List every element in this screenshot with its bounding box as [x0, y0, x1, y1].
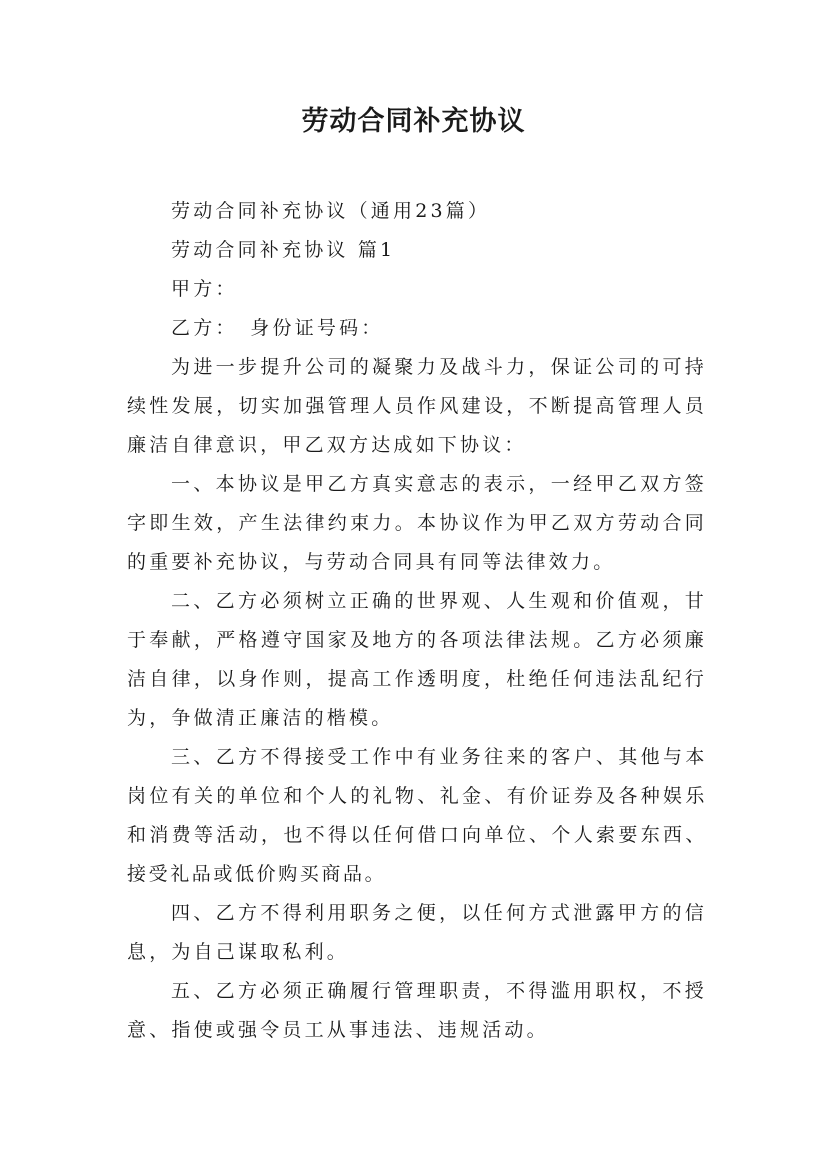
paragraph-clause-1: 一、本协议是甲乙方真实意志的表示，一经甲乙双方签字即生效，产生法律约束力。本协议作为甲乙双方劳动合同的重要补充协议，与劳动合同具有同等法律效力。	[127, 473, 707, 573]
paragraph-clause-2: 二、乙方必须树立正确的世界观、人生观和价值观，甘于奉献，严格遵守国家及地方的各项法律法规。乙方必须廉洁自律，以身作则，提高工作透明度，杜绝任何违法乱纪行为，争做清正廉洁的楷模。	[127, 590, 707, 729]
paragraph-series-title: 劳动合同补充协议（通用23篇）	[171, 200, 491, 222]
paragraph-clause-3: 三、乙方不得接受工作中有业务往来的客户、其他与本岗位有关的单位和个人的礼物、礼金、有价证券及各种娱乐和消费等活动，也不得以任何借口向单位、个人索要东西、接受礼品或低价购买商品。	[127, 746, 707, 885]
paragraph-chapter-title: 劳动合同补充协议 篇1	[171, 239, 396, 261]
document-title: 劳动合同补充协议	[301, 106, 526, 137]
paragraph-clause-4: 四、乙方不得利用职务之便，以任何方式泄露甲方的信息，为自己谋取私利。	[127, 902, 707, 963]
paragraph-clause-5: 五、乙方必须正确履行管理职责，不得滥用职权，不授意、指使或强令员工从事违法、违规活动。	[127, 980, 707, 1041]
paragraph-party-b: 乙方： 身份证号码：	[171, 317, 384, 339]
paragraph-party-a: 甲方：	[171, 278, 238, 300]
document-body	[127, 192, 707, 1050]
paragraph-preamble: 为进一步提升公司的凝聚力及战斗力，保证公司的可持续性发展，切实加强管理人员作风建设，不断提高管理人员廉洁自律意识，甲乙双方达成如下协议：	[127, 356, 707, 456]
